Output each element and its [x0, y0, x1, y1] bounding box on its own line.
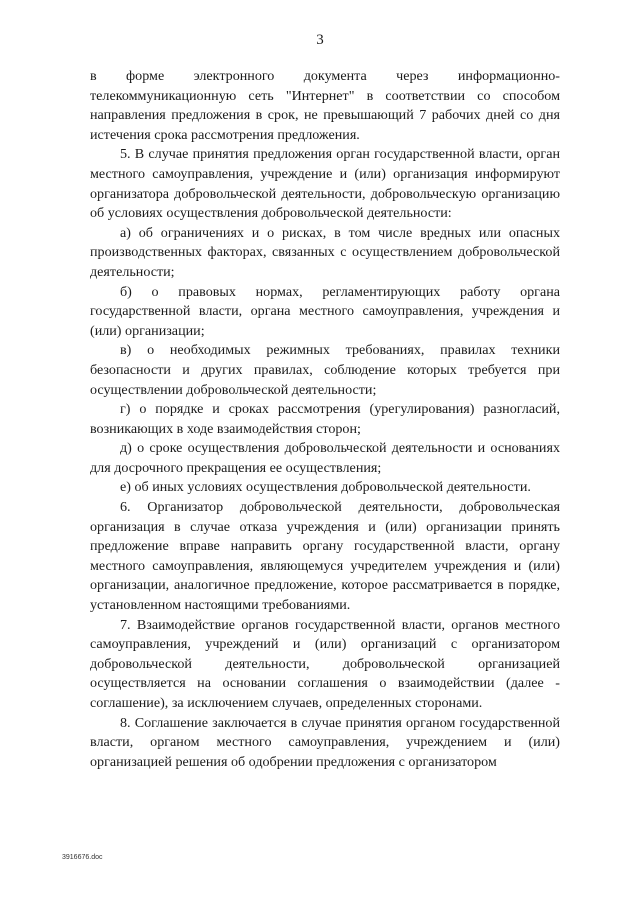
- page-number: 3: [316, 32, 324, 48]
- paragraph-item-6: 6. Организатор добровольческой деятельности, добровольческая организация в случае отказа учреждения и (или) организации принять предложение вправе направить органу государственной власти, органу местного самоуправления, являющемуся учредителем учреждения и (или) организации, аналогичное предложение, которое рассматривается в порядке, установленном настоящими требованиями.: [90, 499, 560, 614]
- paragraph-item-8: 8. Соглашение заключается в случае принятия органом государственной власти, органом местного самоуправления, учреждением и (или) организацией решения об одобрении предложения с организатором: [90, 714, 560, 770]
- paragraph-subitem-v: в) о необходимых режимных требованиях, правилах техники безопасности и других правилах, соблюдение которых требуется при осуществлении добровольческой деятельности;: [90, 342, 560, 398]
- paragraph-item-5: 5. В случае принятия предложения орган государственной власти, орган местного самоуправления, учреждение и (или) организация информируют организатора добровольческой деятельности, добровольческую организацию об условиях осуществления добровольческой деятельности:: [90, 146, 560, 222]
- paragraph-continuation: в форме электронного документа через информационно-телекоммуникационную сеть "Интернет" в соответствии со способом направления предложения в срок, не превышающий 7 рабочих дней со дня истечения срока рассмотрения предложения.: [90, 68, 560, 143]
- paragraph-subitem-b: б) о правовых нормах, регламентирующих работу органа государственной власти, органа местного самоуправления, учреждения и (или) организации;: [90, 283, 560, 339]
- paragraph-subitem-e: е) об иных условиях осуществления добровольческой деятельности.: [120, 479, 531, 496]
- paragraph-subitem-d: д) о сроке осуществления добровольческой деятельности и основаниях для досрочного прекращения ее осуществления;: [90, 440, 560, 476]
- document-body: [90, 67, 560, 772]
- paragraph-subitem-g: г) о порядке и сроках рассмотрения (урегулирования) разногласий, возникающих в ходе взаимодействия сторон;: [90, 401, 560, 437]
- paragraph-item-7: 7. Взаимодействие органов государственной власти, органов местного самоуправления, учреждений и (или) организаций с организатором добровольческой деятельности, добровольческой организацией осуществляется на основании соглашения о взаимодействии (далее - соглашение), за исключением случаев, определенных сторонами.: [90, 616, 560, 711]
- document-file-code: 3916676.doc: [62, 854, 103, 861]
- paragraph-subitem-a: а) об ограничениях и о рисках, в том числе вредных или опасных производственных факторах, связанных с осуществлением добровольческой деятельности;: [90, 224, 560, 280]
